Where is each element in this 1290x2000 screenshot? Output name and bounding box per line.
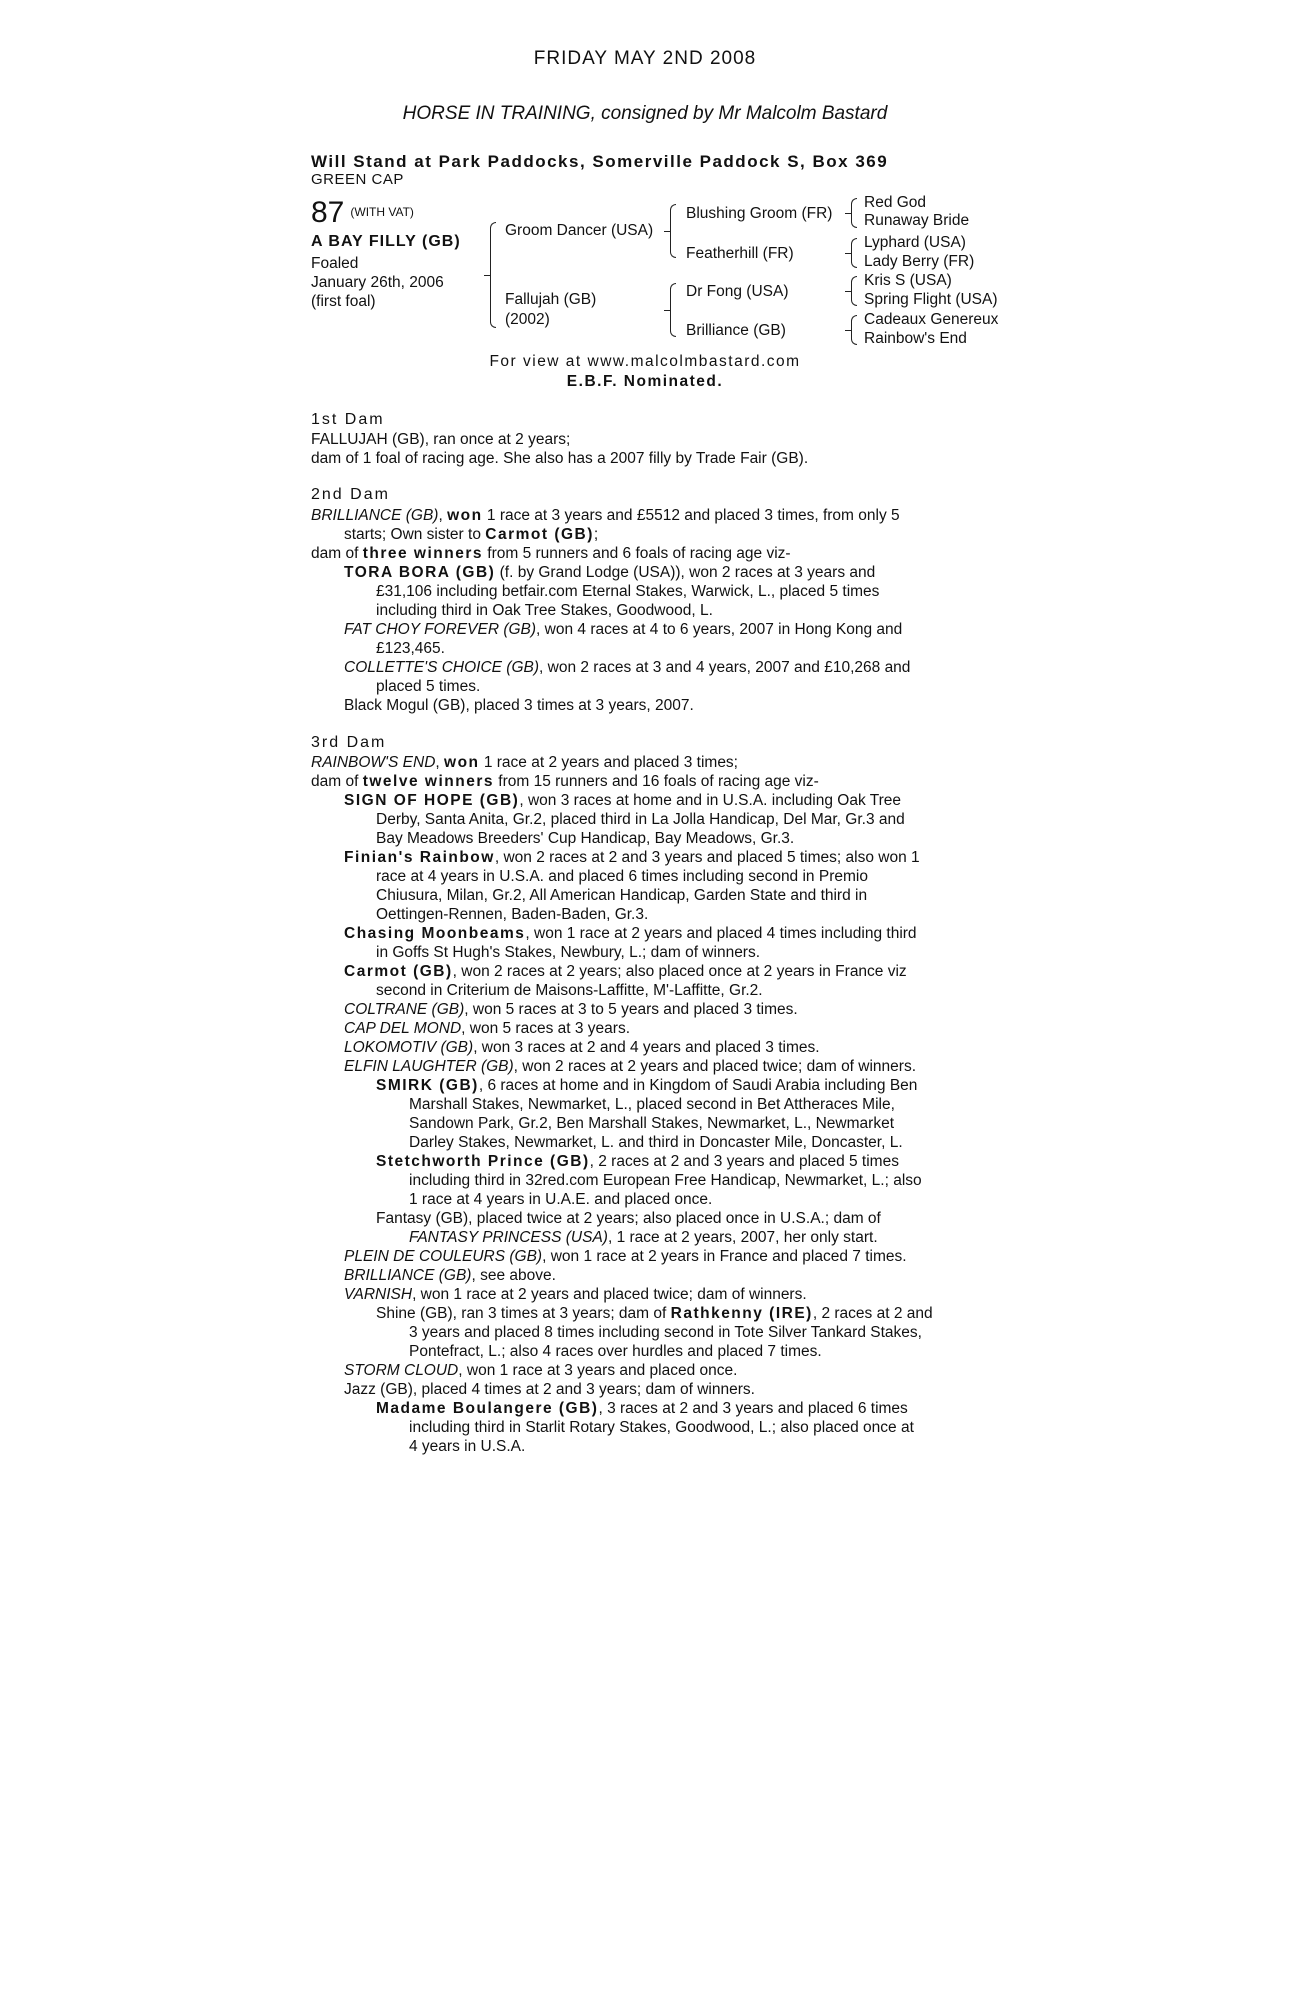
third-dam-line: Finian's Rainbow, won 2 races at 2 and 3 years and placed 5 times; also won 1 [344, 849, 920, 866]
grandparent-5: Kris S (USA) [864, 272, 952, 289]
third-dam-line: RAINBOW'S END, won 1 race at 2 years and placed 3 times; [311, 754, 738, 771]
sire-dam: Featherhill (FR) [686, 245, 794, 262]
third-dam-line: including third in Starlit Rotary Stakes, Goodwood, L.; also placed once at [409, 1419, 914, 1436]
second-dam-title: 2nd Dam [311, 486, 390, 503]
third-dam-line: CAP DEL MOND, won 5 races at 3 years. [344, 1020, 630, 1037]
third-dam-line: SMIRK (GB), 6 races at home and in Kingdom of Saudi Arabia including Ben [376, 1077, 918, 1094]
third-dam-line: SIGN OF HOPE (GB), won 3 races at home and in U.S.A. including Oak Tree [344, 792, 902, 809]
pedigree-brace [851, 315, 857, 345]
third-dam-line: 4 years in U.S.A. [409, 1438, 526, 1455]
second-dam-line: £123,465. [376, 640, 445, 657]
third-dam-line: LOKOMOTIV (GB), won 3 races at 2 and 4 years and placed 3 times. [344, 1039, 820, 1056]
foal-note: (first foal) [311, 293, 376, 310]
pedigree-brace [670, 204, 676, 258]
third-dam-line: race at 4 years in U.S.A. and placed 6 times including second in Premio [376, 868, 868, 885]
grandparent-2: Runaway Bride [864, 212, 970, 229]
third-dam-line: FANTASY PRINCESS (USA), 1 race at 2 years, 2007, her only start. [409, 1229, 878, 1246]
pedigree-brace [851, 198, 857, 228]
vat-note: (WITH VAT) [350, 205, 414, 219]
dam-sire: Dr Fong (USA) [686, 283, 789, 300]
third-dam-line: in Goffs St Hugh's Stakes, Newbury, L.; dam of winners. [376, 944, 761, 961]
foaled-label: Foaled [311, 255, 359, 272]
third-dam-line: ELFIN LAUGHTER (GB), won 2 races at 2 years and placed twice; dam of winners. [344, 1058, 917, 1075]
third-dam-line: Fantasy (GB), placed twice at 2 years; also placed once in U.S.A.; dam of [376, 1210, 881, 1227]
third-dam-line: Chasing Moonbeams, won 1 race at 2 years and placed 4 times including third [344, 925, 917, 942]
grandparent-3: Lyphard (USA) [864, 234, 966, 251]
third-dam-line: second in Criterium de Maisons-Laffitte, M'-Laffitte, Gr.2. [376, 982, 763, 999]
sire-sire: Blushing Groom (FR) [686, 205, 833, 222]
lot-header: HORSE IN TRAINING, consigned by Mr Malcolm Bastard [402, 103, 888, 124]
horse-name: A BAY FILLY (GB) [311, 233, 461, 250]
third-dam-line: 3 years and placed 8 times including second in Tote Silver Tankard Stakes, [409, 1324, 922, 1341]
third-dam-title: 3rd Dam [311, 734, 387, 751]
second-dam-line: FAT CHOY FOREVER (GB), won 4 races at 4 to 6 years, 2007 in Hong Kong and [344, 621, 903, 638]
second-dam-line: £31,106 including betfair.com Eternal Stakes, Warwick, L., placed 5 times [376, 583, 880, 600]
second-dam-line: including third in Oak Tree Stakes, Goodwood, L. [376, 602, 713, 619]
third-dam-line: including third in 32red.com European Free Handicap, Newmarket, L.; also [409, 1172, 922, 1189]
view-info [0, 352, 1290, 392]
view-url: For view at www.malcolmbastard.com [489, 353, 801, 370]
foaling-info [311, 254, 444, 311]
grandparent-6: Spring Flight (USA) [864, 291, 998, 308]
third-dam-line: Darley Stakes, Newmarket, L. and third in Doncaster Mile, Doncaster, L. [409, 1134, 903, 1151]
third-dam-line: Oettingen-Rennen, Baden-Baden, Gr.3. [376, 906, 649, 923]
third-dam-line: Shine (GB), ran 3 times at 3 years; dam of Rathkenny (IRE), 2 races at 2 and [376, 1305, 933, 1322]
second-dam-line: placed 5 times. [376, 678, 481, 695]
third-dam-line: VARNISH, won 1 race at 2 years and placed twice; dam of winners. [344, 1286, 807, 1303]
pedigree-brace [490, 222, 496, 328]
pedigree-brace [851, 276, 857, 306]
third-dam-line: Stetchworth Prince (GB), 2 races at 2 and 3 years and placed 5 times [376, 1153, 899, 1170]
third-dam-line: COLTRANE (GB), won 5 races at 3 to 5 years and placed 3 times. [344, 1001, 798, 1018]
ebf-nominated: E.B.F. Nominated. [566, 373, 724, 390]
second-dam-line: dam of three winners from 5 runners and 6 foals of racing age viz- [311, 545, 791, 562]
second-dam-line: COLLETTE'S CHOICE (GB), won 2 races at 3 and 4 years, 2007 and £10,268 and [344, 659, 911, 676]
third-dam-line: Chiusura, Milan, Gr.2, All American Handicap, Garden State and third in [376, 887, 868, 904]
pedigree-brace [851, 238, 857, 268]
third-dam-line: STORM CLOUD, won 1 race at 3 years and placed once. [344, 1362, 738, 1379]
cap-colour: GREEN CAP [311, 171, 404, 188]
third-dam-line: Madame Boulangere (GB), 3 races at 2 and 3 years and placed 6 times [376, 1400, 908, 1417]
dam: Fallujah (GB) [505, 291, 597, 308]
third-dam-line: Pontefract, L.; also 4 races over hurdles and placed 7 times. [409, 1343, 822, 1360]
dam-year: (2002) [505, 311, 550, 328]
pedigree-brace [670, 283, 676, 337]
grandparent-1: Red God [864, 194, 927, 211]
second-dam-line: starts; Own sister to Carmot (GB); [344, 526, 599, 543]
first-dam-line: dam of 1 foal of racing age. She also has a 2007 filly by Trade Fair (GB). [311, 450, 809, 467]
grandparent-8: Rainbow's End [864, 330, 967, 347]
sire: Groom Dancer (USA) [505, 222, 654, 239]
third-dam-line: Bay Meadows Breeders' Cup Handicap, Bay Meadows, Gr.3. [376, 830, 795, 847]
third-dam-line: PLEIN DE COULEURS (GB), won 1 race at 2 years in France and placed 7 times. [344, 1248, 907, 1265]
lot-number-value: 87 [311, 196, 345, 229]
second-dam-line: TORA BORA (GB) (f. by Grand Lodge (USA)), won 2 races at 3 years and [344, 564, 876, 581]
third-dam-line: 1 race at 4 years in U.A.E. and placed once. [409, 1191, 713, 1208]
first-dam-title: 1st Dam [311, 411, 385, 428]
third-dam-line: dam of twelve winners from 15 runners and 16 foals of racing age viz- [311, 773, 819, 790]
grandparent-4: Lady Berry (FR) [864, 253, 975, 270]
second-dam-line: BRILLIANCE (GB), won 1 race at 3 years and £5512 and placed 3 times, from only 5 [311, 507, 900, 524]
lot-number [311, 196, 414, 230]
second-dam-line: Black Mogul (GB), placed 3 times at 3 years, 2007. [344, 697, 694, 714]
sale-date: FRIDAY MAY 2ND 2008 [533, 48, 757, 69]
grandparent-7: Cadeaux Genereux [864, 311, 999, 328]
third-dam-line: Jazz (GB), placed 4 times at 2 and 3 years; dam of winners. [344, 1381, 755, 1398]
third-dam-line: Carmot (GB), won 2 races at 2 years; also placed once at 2 years in France viz [344, 963, 907, 980]
third-dam-line: Marshall Stakes, Newmarket, L., placed second in Bet Attheraces Mile, [409, 1096, 895, 1113]
stand-location: Will Stand at Park Paddocks, Somerville Paddock S, Box 369 [311, 152, 889, 171]
first-dam-line: FALLUJAH (GB), ran once at 2 years; [311, 431, 571, 448]
dam-dam: Brilliance (GB) [686, 322, 786, 339]
third-dam-line: Derby, Santa Anita, Gr.2, placed third in La Jolla Handicap, Del Mar, Gr.3 and [376, 811, 905, 828]
third-dam-line: BRILLIANCE (GB), see above. [344, 1267, 556, 1284]
third-dam-line: Sandown Park, Gr.2, Ben Marshall Stakes, Newmarket, L., Newmarket [409, 1115, 894, 1132]
foaled-date: January 26th, 2006 [311, 274, 444, 291]
